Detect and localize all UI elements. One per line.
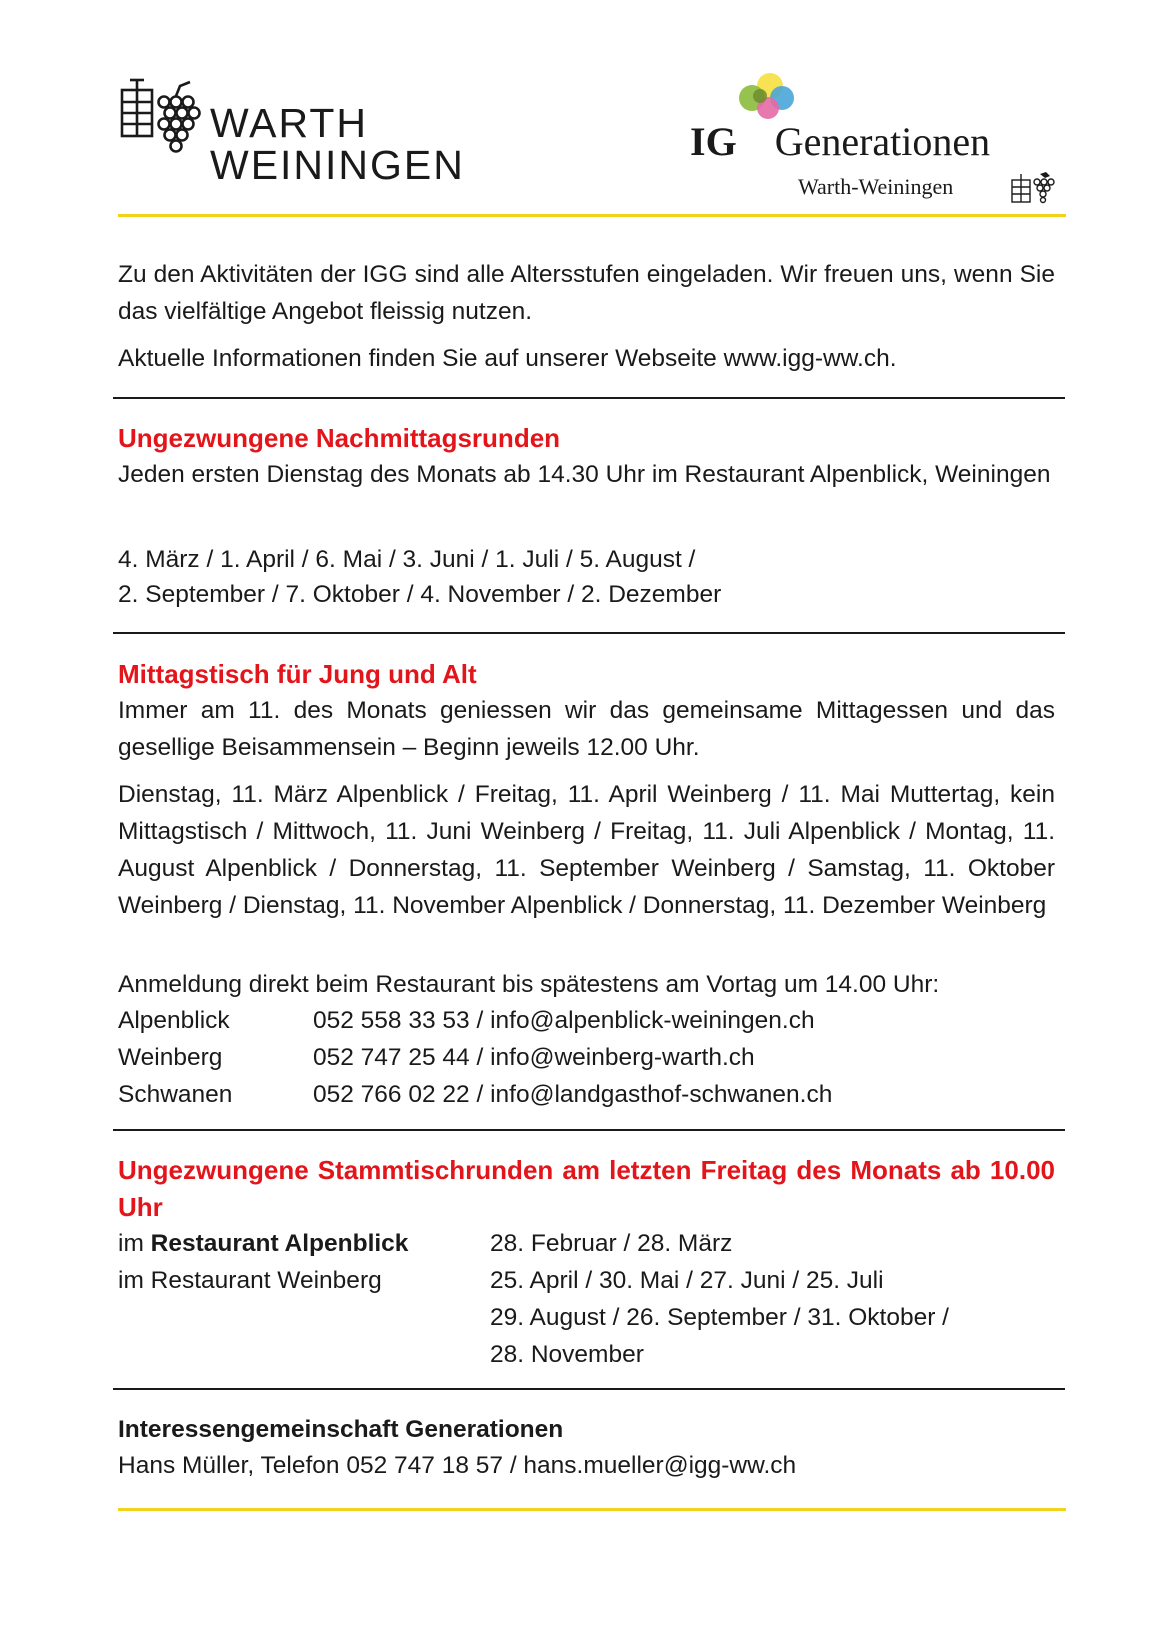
venue-name-bold: Restaurant Alpenblick [150,1230,409,1257]
stammtisch-dates: 28. November [490,1341,644,1368]
section1-dates-line1: 4. März / 1. April / 6. Mai / 3. Juni / 1. Juli / 5. August / [118,546,696,573]
section2-signup: Anmeldung direkt beim Restaurant bis spätestens am Vortag um 14.00 Uhr: [118,971,940,998]
intro-website: Aktuelle Informationen finden Sie auf unserer Webseite www.igg-ww.ch. [118,345,897,372]
stammtisch-row [118,1225,1055,1262]
section1-description: Jeden ersten Dienstag des Monats ab 14.30 Uhr im Restaurant Alpenblick, Weiningen [118,461,1051,488]
venue-prefix: im [118,1230,151,1257]
footer-organization: Interessengemeinschaft Generationen [118,1416,564,1443]
stammtisch-dates: 25. April / 30. Mai / 27. Juni / 25. Juli [490,1267,884,1294]
contact-name: Schwanen [118,1081,233,1108]
bottom-yellow-divider [118,1508,1066,1511]
section2-description: Immer am 11. des Monats geniessen wir das gemeinsame Mittagessen und das gesellige Beisammensein – Beginn jeweils 12.00 Uhr. [118,697,1055,761]
section1-title: Ungezwungene Nachmittagsrunden [118,423,561,453]
stammtisch-dates: 28. Februar / 28. März [490,1230,733,1257]
intro-paragraph: Zu den Aktivitäten der IGG sind alle Altersstufen eingeladen. Wir freuen uns, wenn Sie das vielfältige Angebot fleissig nutzen. [118,261,1055,325]
small-grape-window-icon [1010,170,1060,206]
contact-name: Weinberg [118,1044,223,1071]
stammtisch-row [118,1299,1055,1336]
igg-ig: IG [690,119,737,164]
contacts-list [118,1002,1055,1113]
igg-logo [690,72,1060,212]
warth-line1: WARTH [210,100,369,146]
section2-title: Mittagstisch für Jung und Alt [118,659,477,689]
grape-window-icon [118,78,208,158]
stammtisch-schedule [118,1225,1055,1373]
contact-row [118,1039,1055,1076]
contact-row [118,1002,1055,1039]
stammtisch-venue [118,1225,408,1262]
divider [113,397,1065,399]
divider [113,632,1065,634]
stammtisch-row [118,1262,1055,1299]
stammtisch-dates: 29. August / 26. September / 31. Oktober / [490,1304,949,1331]
top-yellow-divider [118,214,1066,217]
warth-line2: WEININGEN [210,142,465,188]
contact-info[interactable]: 052 766 02 22 / info@landgasthof-schwanen.ch [313,1081,833,1108]
contact-info[interactable]: 052 747 25 44 / info@weinberg-warth.ch [313,1044,755,1071]
divider [113,1388,1065,1390]
contact-info[interactable]: 052 558 33 53 / info@alpenblick-weiningen.ch [313,1007,815,1034]
igg-subtitle: Warth-Weiningen [798,174,954,199]
stammtisch-venue: im Restaurant Weinberg [118,1267,382,1294]
section2-dates: Dienstag, 11. März Alpenblick / Freitag, 11. April Weinberg / 11. Mai Muttertag, kein Mittagstisch / Mittwoch, 11. Juni Weinberg / Freitag, 11. Juli Alpenblick / Montag, 11. August Alpenblick / Donnerstag, 11. September Weinberg / Samstag, 11. Oktober Weinberg / Dienstag, 11. November Alpenblick / Donnerstag, 11. Dezember Weinberg [118,781,1055,919]
contact-row [118,1076,1055,1113]
igg-name: Generationen [774,119,991,164]
igg-title [690,118,990,165]
footer-contact: Hans Müller, Telefon 052 747 18 57 / hans.mueller@igg-ww.ch [118,1452,797,1479]
divider [113,1129,1065,1131]
warth-wordmark [210,102,465,186]
stammtisch-row [118,1336,1055,1373]
section3-title: Ungezwungene Stammtischrunden am letzten Freitag des Monats ab 10.00 Uhr [118,1155,1055,1222]
section1-dates-line2: 2. September / 7. Oktober / 4. November / 2. Dezember [118,581,722,608]
contact-name: Alpenblick [118,1007,230,1034]
warth-weiningen-logo [118,78,498,188]
